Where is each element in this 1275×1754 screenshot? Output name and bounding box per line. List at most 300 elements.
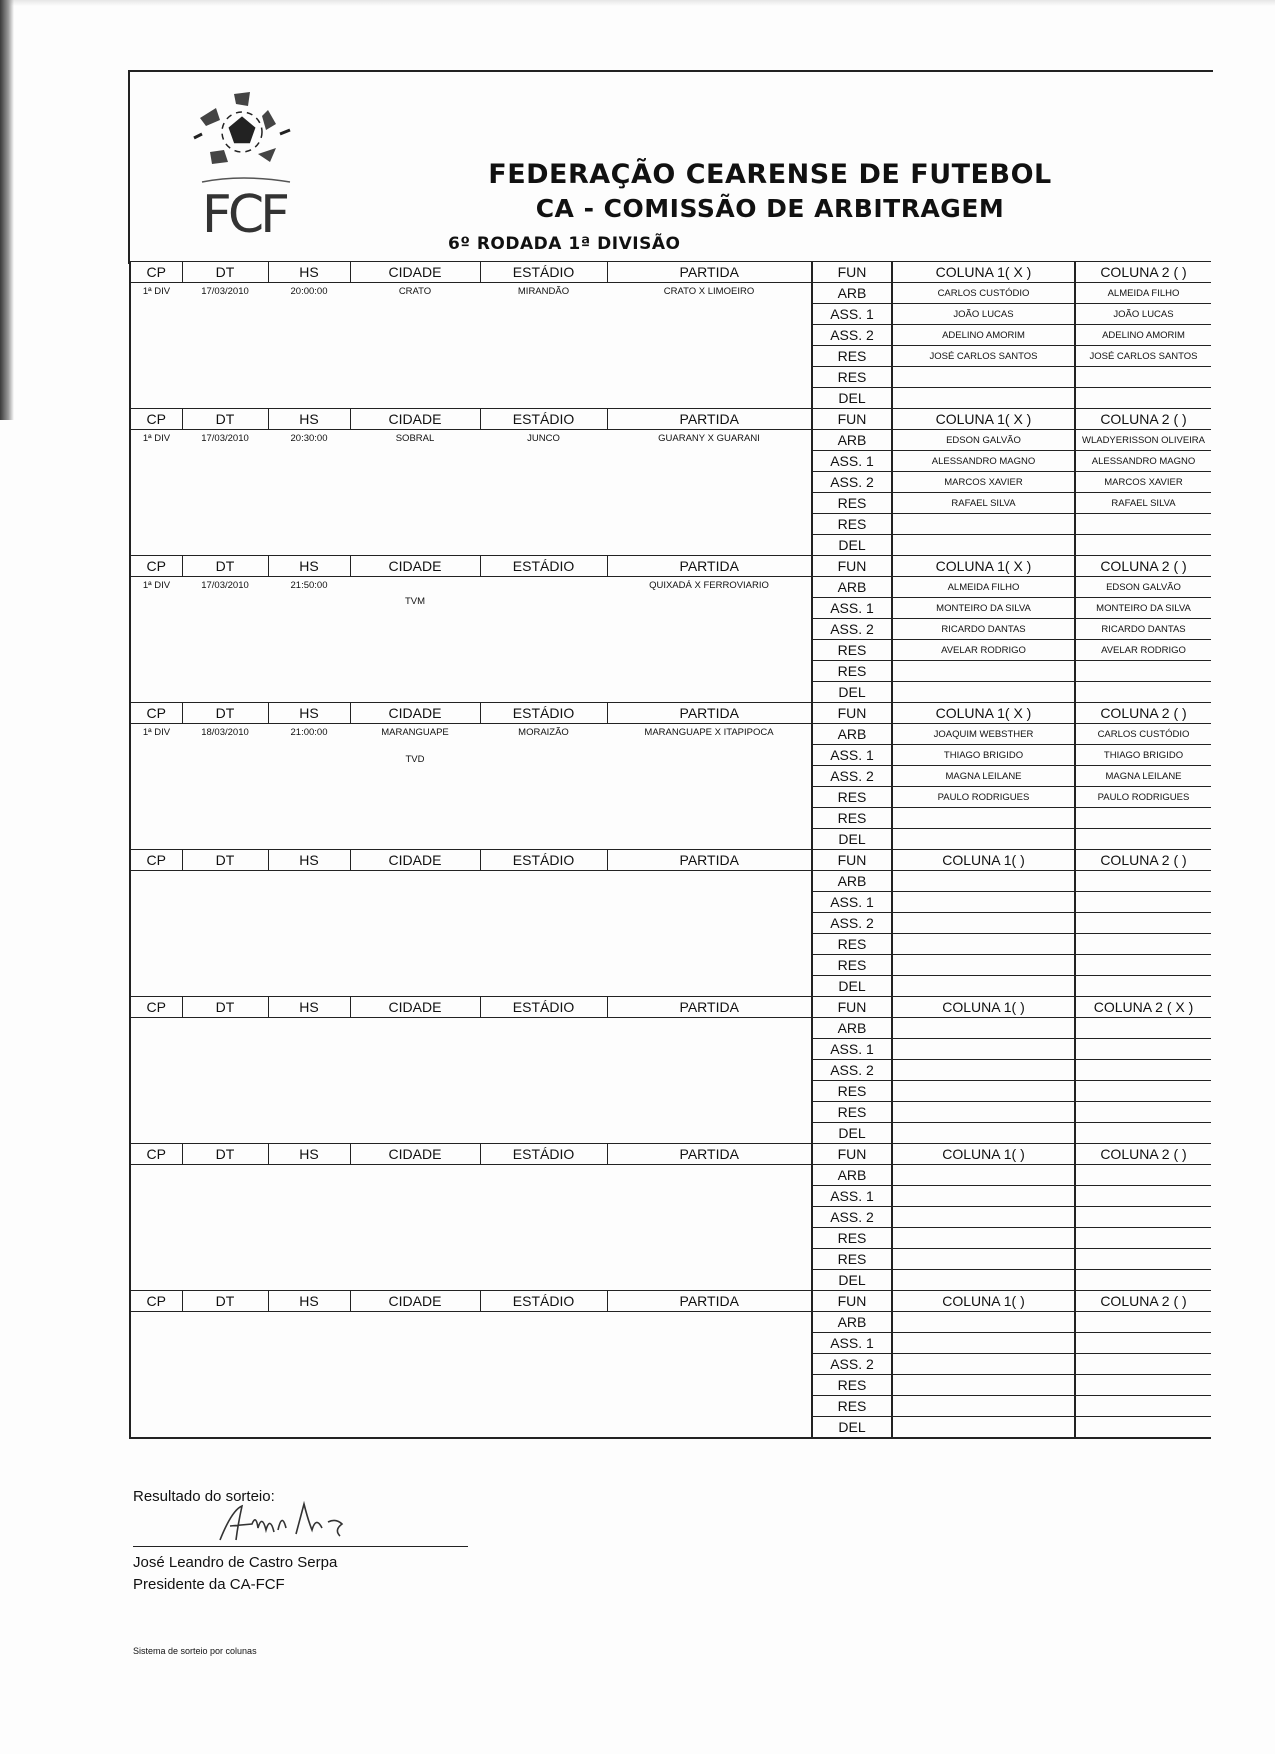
coluna-1-referee (892, 1060, 1075, 1081)
coluna-2-referee (1075, 1102, 1211, 1123)
header-estadio: ESTÁDIO (480, 703, 607, 724)
coluna-2-referee: PAULO RODRIGUES (1075, 787, 1211, 808)
fun-label: FUN (812, 1144, 892, 1165)
match-hs (268, 871, 350, 997)
fun-label: FUN (812, 997, 892, 1018)
header-dt: DT (182, 850, 268, 871)
coluna-1-referee: PAULO RODRIGUES (892, 787, 1075, 808)
match-partida (607, 1018, 812, 1144)
match-cp-value: 1ª DIV (142, 580, 171, 591)
role-row (130, 1165, 1211, 1186)
coluna-1-referee (892, 514, 1075, 535)
coluna-1-referee (892, 1354, 1075, 1375)
match-hs-value: 20:30:00 (290, 433, 328, 444)
match-hs (268, 724, 350, 850)
coluna-2-referee (1075, 1081, 1211, 1102)
match-dt (182, 577, 268, 703)
coluna-1-referee: MAGNA LEILANE (892, 766, 1075, 787)
role-label: RES (812, 346, 892, 367)
header-estadio: ESTÁDIO (480, 556, 607, 577)
block-header-row (130, 997, 1211, 1018)
header-hs: HS (268, 556, 350, 577)
match-hs-value: 21:00:00 (290, 727, 328, 738)
match-cp-value: 1ª DIV (142, 433, 171, 444)
match-partida (607, 871, 812, 997)
header-cidade: CIDADE (350, 703, 480, 724)
coluna-1-referee (892, 1249, 1075, 1270)
role-label: ARB (812, 283, 892, 304)
role-label: RES (812, 1081, 892, 1102)
header-partida: PARTIDA (607, 997, 812, 1018)
role-label: RES (812, 1102, 892, 1123)
role-label: ASS. 2 (812, 1060, 892, 1081)
header-dt: DT (182, 997, 268, 1018)
header-cp: CP (130, 703, 182, 724)
coluna-1-referee (892, 892, 1075, 913)
coluna-2-header: COLUNA 2 ( ) (1075, 1291, 1211, 1312)
match-partida-value: QUIXADÁ X FERROVIARIO (649, 580, 769, 591)
coluna-1-referee (892, 1270, 1075, 1291)
header-hs: HS (268, 850, 350, 871)
coluna-2-referee: CARLOS CUSTÓDIO (1075, 724, 1211, 745)
header-dt: DT (182, 409, 268, 430)
match-estadio (480, 577, 607, 703)
role-label: DEL (812, 1123, 892, 1144)
coluna-2-referee (1075, 1270, 1211, 1291)
role-label: RES (812, 808, 892, 829)
page-subtitle: CA - COMISSÃO DE ARBITRAGEM (535, 194, 1005, 223)
header-estadio: ESTÁDIO (480, 1291, 607, 1312)
coluna-2-referee (1075, 535, 1211, 556)
handwritten-signature (212, 1500, 362, 1548)
coluna-2-header: COLUNA 2 ( ) (1075, 703, 1211, 724)
coluna-2-referee (1075, 1207, 1211, 1228)
signer-role: Presidente da CA-FCF (133, 1576, 285, 1593)
match-partida-value: CRATO X LIMOEIRO (663, 286, 755, 297)
match-cidade-value: CRATO (398, 286, 432, 297)
header-cp: CP (130, 997, 182, 1018)
match-cidade (350, 724, 480, 850)
coluna-2-header: COLUNA 2 ( ) (1075, 409, 1211, 430)
block-header-row (130, 850, 1211, 871)
coluna-1-referee (892, 535, 1075, 556)
coluna-1-referee: ADELINO AMORIM (892, 325, 1075, 346)
match-cidade (350, 430, 480, 556)
coluna-2-referee (1075, 976, 1211, 997)
header-dt: DT (182, 556, 268, 577)
header-cp: CP (130, 1144, 182, 1165)
coluna-2-referee: AVELAR RODRIGO (1075, 640, 1211, 661)
coluna-1-referee (892, 367, 1075, 388)
coluna-1-referee: ALMEIDA FILHO (892, 577, 1075, 598)
match-tv-value: TVM (404, 596, 426, 607)
coluna-2-referee: RAFAEL SILVA (1075, 493, 1211, 514)
match-cp (130, 1312, 182, 1439)
match-cp-value: 1ª DIV (142, 727, 171, 738)
role-label: ASS. 1 (812, 598, 892, 619)
header-cidade: CIDADE (350, 1291, 480, 1312)
coluna-1-referee (892, 1018, 1075, 1039)
match-dt-value: 17/03/2010 (201, 286, 249, 297)
coluna-1-referee (892, 1123, 1075, 1144)
match-cp (130, 871, 182, 997)
header-partida: PARTIDA (607, 703, 812, 724)
role-label: RES (812, 1375, 892, 1396)
block-header-row (130, 262, 1211, 283)
frame-left-border (128, 70, 130, 264)
coluna-2-referee (1075, 1060, 1211, 1081)
coluna-2-header: COLUNA 2 ( ) (1075, 850, 1211, 871)
match-estadio (480, 283, 607, 409)
match-partida (607, 1312, 812, 1439)
coluna-2-header: COLUNA 2 ( ) (1075, 556, 1211, 577)
resultado-label: Resultado do sorteio: (133, 1488, 275, 1505)
coluna-1-referee: MONTEIRO DA SILVA (892, 598, 1075, 619)
coluna-1-referee: MARCOS XAVIER (892, 472, 1075, 493)
role-label: ASS. 2 (812, 472, 892, 493)
fcf-logo (180, 90, 320, 250)
coluna-1-referee: THIAGO BRIGIDO (892, 745, 1075, 766)
role-label: ARB (812, 1018, 892, 1039)
signature-line (133, 1546, 468, 1547)
match-hs-value: 20:00:00 (290, 286, 328, 297)
header-cidade: CIDADE (350, 262, 480, 283)
frame-top-border (128, 70, 1213, 72)
coluna-2-referee (1075, 1039, 1211, 1060)
role-label: ARB (812, 577, 892, 598)
role-row (130, 1312, 1211, 1333)
role-label: ASS. 2 (812, 1354, 892, 1375)
coluna-1-header: COLUNA 1( X ) (892, 556, 1075, 577)
coluna-2-referee (1075, 913, 1211, 934)
coluna-1-header: COLUNA 1( X ) (892, 409, 1075, 430)
coluna-2-referee: THIAGO BRIGIDO (1075, 745, 1211, 766)
match-hs (268, 430, 350, 556)
coluna-2-referee: EDSON GALVÃO (1075, 577, 1211, 598)
coluna-1-referee (892, 1375, 1075, 1396)
coluna-1-referee: CARLOS CUSTÓDIO (892, 283, 1075, 304)
header-hs: HS (268, 997, 350, 1018)
coluna-1-referee: RAFAEL SILVA (892, 493, 1075, 514)
role-label: ASS. 1 (812, 1333, 892, 1354)
coluna-1-referee (892, 1081, 1075, 1102)
header-dt: DT (182, 703, 268, 724)
match-hs-value: 21:50:00 (290, 580, 328, 591)
match-dt (182, 430, 268, 556)
role-row (130, 724, 1211, 745)
header (450, 158, 1090, 226)
role-label: DEL (812, 976, 892, 997)
match-partida-value: GUARANY X GUARANI (658, 433, 760, 444)
coluna-1-referee (892, 661, 1075, 682)
role-label: ARB (812, 1165, 892, 1186)
match-dt (182, 1018, 268, 1144)
header-cidade: CIDADE (350, 997, 480, 1018)
match-cidade (350, 1312, 480, 1439)
coluna-1-referee (892, 388, 1075, 409)
header-cp: CP (130, 1291, 182, 1312)
coluna-2-referee (1075, 367, 1211, 388)
match-cidade-value: MARANGUAPE (381, 727, 449, 738)
fun-label: FUN (812, 850, 892, 871)
coluna-2-referee (1075, 829, 1211, 850)
role-label: DEL (812, 388, 892, 409)
coluna-1-referee (892, 1102, 1075, 1123)
match-dt-value: 17/03/2010 (201, 433, 249, 444)
role-label: RES (812, 934, 892, 955)
coluna-1-header: COLUNA 1( X ) (892, 262, 1075, 283)
coluna-1-referee (892, 808, 1075, 829)
coluna-1-header: COLUNA 1( X ) (892, 703, 1075, 724)
role-row (130, 577, 1211, 598)
role-label: RES (812, 955, 892, 976)
match-partida (607, 1165, 812, 1291)
coluna-1-referee (892, 1165, 1075, 1186)
coluna-1-header: COLUNA 1( ) (892, 1144, 1075, 1165)
coluna-2-referee: WLADYERISSON OLIVEIRA (1075, 430, 1211, 451)
header-dt: DT (182, 1291, 268, 1312)
match-estadio (480, 871, 607, 997)
coluna-1-referee: JOÃO LUCAS (892, 304, 1075, 325)
role-label: ARB (812, 871, 892, 892)
coluna-2-referee (1075, 1123, 1211, 1144)
fun-label: FUN (812, 556, 892, 577)
header-partida: PARTIDA (607, 262, 812, 283)
role-label: DEL (812, 535, 892, 556)
match-cp (130, 1165, 182, 1291)
header-partida: PARTIDA (607, 556, 812, 577)
coluna-1-header: COLUNA 1( ) (892, 997, 1075, 1018)
match-estadio (480, 1165, 607, 1291)
role-label: ASS. 2 (812, 619, 892, 640)
coluna-2-referee (1075, 808, 1211, 829)
role-label: ASS. 1 (812, 1186, 892, 1207)
coluna-1-referee: JOAQUIM WEBSTHER (892, 724, 1075, 745)
coluna-2-header: COLUNA 2 ( ) (1075, 1144, 1211, 1165)
fun-label: FUN (812, 409, 892, 430)
coluna-1-referee (892, 955, 1075, 976)
header-dt: DT (182, 262, 268, 283)
match-hs (268, 1165, 350, 1291)
coluna-2-referee (1075, 388, 1211, 409)
match-partida-value: MARANGUAPE X ITAPIPOCA (644, 727, 774, 738)
coluna-1-referee: RICARDO DANTAS (892, 619, 1075, 640)
coluna-2-referee: MARCOS XAVIER (1075, 472, 1211, 493)
coluna-2-referee (1075, 514, 1211, 535)
scan-edge-top (0, 0, 1275, 6)
role-label: RES (812, 787, 892, 808)
coluna-1-referee: ALESSANDRO MAGNO (892, 451, 1075, 472)
coluna-1-referee (892, 829, 1075, 850)
role-label: ARB (812, 724, 892, 745)
header-partida: PARTIDA (607, 409, 812, 430)
coluna-2-referee: ALESSANDRO MAGNO (1075, 451, 1211, 472)
role-label: DEL (812, 682, 892, 703)
role-label: RES (812, 1249, 892, 1270)
header-estadio: ESTÁDIO (480, 262, 607, 283)
match-estadio (480, 1312, 607, 1439)
role-label: RES (812, 514, 892, 535)
match-tv-value: TVD (405, 754, 425, 765)
match-dt (182, 283, 268, 409)
match-dt (182, 1165, 268, 1291)
role-label: ASS. 1 (812, 304, 892, 325)
role-label: ASS. 1 (812, 892, 892, 913)
coluna-1-referee (892, 913, 1075, 934)
block-header-row (130, 1291, 1211, 1312)
match-estadio-value: MORAIZÃO (518, 727, 569, 738)
header-cp: CP (130, 409, 182, 430)
match-estadio (480, 724, 607, 850)
role-row (130, 871, 1211, 892)
header-hs: HS (268, 1144, 350, 1165)
match-cp (130, 283, 182, 409)
match-cidade (350, 577, 480, 703)
coluna-2-referee (1075, 661, 1211, 682)
match-cp (130, 577, 182, 703)
header-cp: CP (130, 850, 182, 871)
coluna-1-referee (892, 934, 1075, 955)
match-hs (268, 283, 350, 409)
role-label: RES (812, 640, 892, 661)
role-label: RES (812, 661, 892, 682)
coluna-2-header: COLUNA 2 ( ) (1075, 262, 1211, 283)
match-cidade (350, 1018, 480, 1144)
coluna-1-referee (892, 1228, 1075, 1249)
coluna-2-referee: ADELINO AMORIM (1075, 325, 1211, 346)
coluna-1-referee (892, 1333, 1075, 1354)
match-partida (607, 724, 812, 850)
header-hs: HS (268, 262, 350, 283)
role-label: DEL (812, 1417, 892, 1439)
coluna-2-referee: MONTEIRO DA SILVA (1075, 598, 1211, 619)
role-label: ASS. 2 (812, 1207, 892, 1228)
role-label: DEL (812, 1270, 892, 1291)
block-header-row (130, 556, 1211, 577)
role-label: ASS. 1 (812, 745, 892, 766)
coluna-2-referee (1075, 1417, 1211, 1439)
header-estadio: ESTÁDIO (480, 1144, 607, 1165)
role-label: ASS. 2 (812, 766, 892, 787)
coluna-1-header: COLUNA 1( ) (892, 850, 1075, 871)
role-label: ARB (812, 1312, 892, 1333)
page-title: FEDERAÇÃO CEARENSE DE FUTEBOL (488, 159, 1052, 190)
match-cidade-value: SOBRAL (395, 433, 435, 444)
coluna-2-referee: RICARDO DANTAS (1075, 619, 1211, 640)
header-hs: HS (268, 703, 350, 724)
coluna-1-referee (892, 1312, 1075, 1333)
header-cidade: CIDADE (350, 409, 480, 430)
block-header-row (130, 1144, 1211, 1165)
role-label: ARB (812, 430, 892, 451)
coluna-1-referee (892, 682, 1075, 703)
match-dt (182, 1312, 268, 1439)
role-label: RES (812, 367, 892, 388)
role-label: ASS. 1 (812, 451, 892, 472)
match-partida (607, 577, 812, 703)
match-dt (182, 871, 268, 997)
coluna-2-referee (1075, 1333, 1211, 1354)
coluna-2-referee: JOSÉ CARLOS SANTOS (1075, 346, 1211, 367)
coluna-2-referee (1075, 1312, 1211, 1333)
sistema-note: Sistema de sorteio por colunas (133, 1646, 257, 1656)
match-dt-value: 17/03/2010 (201, 580, 249, 591)
coluna-2-referee: MAGNA LEILANE (1075, 766, 1211, 787)
scan-edge-left (0, 0, 14, 420)
coluna-2-header: COLUNA 2 ( X ) (1075, 997, 1211, 1018)
match-cidade (350, 871, 480, 997)
coluna-2-referee (1075, 1228, 1211, 1249)
role-label: DEL (812, 829, 892, 850)
header-cidade: CIDADE (350, 850, 480, 871)
match-estadio-value: MIRANDÃO (517, 286, 570, 297)
fun-label: FUN (812, 703, 892, 724)
match-cp (130, 1018, 182, 1144)
match-dt (182, 724, 268, 850)
header-estadio: ESTÁDIO (480, 850, 607, 871)
role-label: RES (812, 493, 892, 514)
header-hs: HS (268, 409, 350, 430)
header-partida: PARTIDA (607, 1291, 812, 1312)
header-partida: PARTIDA (607, 1144, 812, 1165)
role-label: ASS. 1 (812, 1039, 892, 1060)
header-dt: DT (182, 1144, 268, 1165)
match-partida (607, 283, 812, 409)
coluna-2-referee (1075, 1249, 1211, 1270)
match-cp (130, 724, 182, 850)
coluna-1-referee (892, 1207, 1075, 1228)
block-header-row (130, 703, 1211, 724)
coluna-2-referee (1075, 871, 1211, 892)
header-cidade: CIDADE (350, 1144, 480, 1165)
header-estadio: ESTÁDIO (480, 997, 607, 1018)
match-cp (130, 430, 182, 556)
match-estadio-value: JUNCO (527, 433, 560, 444)
coluna-1-referee (892, 871, 1075, 892)
match-partida (607, 430, 812, 556)
coluna-1-referee (892, 1417, 1075, 1439)
match-hs (268, 1018, 350, 1144)
header-cp: CP (130, 556, 182, 577)
coluna-1-referee: JOSÉ CARLOS SANTOS (892, 346, 1075, 367)
referee-schedule-table (129, 261, 1211, 1439)
coluna-1-referee (892, 1039, 1075, 1060)
coluna-1-referee: EDSON GALVÃO (892, 430, 1075, 451)
coluna-1-referee: AVELAR RODRIGO (892, 640, 1075, 661)
match-estadio (480, 1018, 607, 1144)
match-cp-value: 1ª DIV (142, 286, 171, 297)
match-cidade (350, 1165, 480, 1291)
coluna-1-referee (892, 1396, 1075, 1417)
match-estadio (480, 430, 607, 556)
role-label: ASS. 2 (812, 325, 892, 346)
coluna-1-referee (892, 1186, 1075, 1207)
header-estadio: ESTÁDIO (480, 409, 607, 430)
header-partida: PARTIDA (607, 850, 812, 871)
header-cidade: CIDADE (350, 556, 480, 577)
role-row (130, 430, 1211, 451)
match-hs (268, 1312, 350, 1439)
role-label: ASS. 2 (812, 913, 892, 934)
signer-name: José Leandro de Castro Serpa (133, 1554, 338, 1571)
logo-text: FCF (201, 185, 287, 245)
block-header-row (130, 409, 1211, 430)
role-row (130, 283, 1211, 304)
coluna-2-referee (1075, 892, 1211, 913)
coluna-2-referee (1075, 1396, 1211, 1417)
role-label: RES (812, 1228, 892, 1249)
coluna-2-referee (1075, 1354, 1211, 1375)
